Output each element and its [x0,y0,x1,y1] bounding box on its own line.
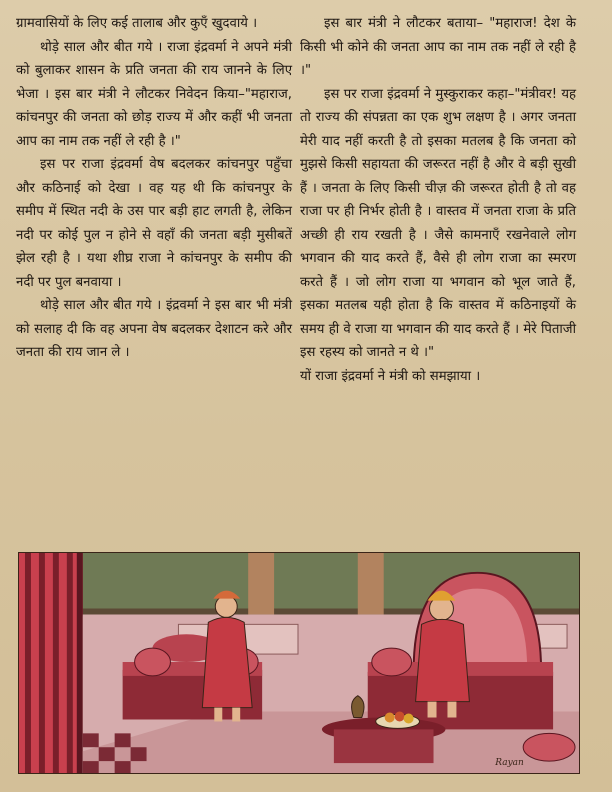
right-text-column [300,12,576,388]
left-paragraph-4: थोड़े साल और बीत गये । इंद्रवर्मा ने इस बार भी मंत्री को सलाह दी कि वह अपना वेष बदलकर देशाटन करे और जनता की राय जान ले । [16,298,292,360]
left-text-column [16,12,292,365]
king-and-minister-scene [19,553,579,773]
right-paragraph-3: यों राजा इंद्रवर्मा ने मंत्री को समझाया । [300,368,481,384]
left-paragraph-1: ग्रामवासियों के लिए कई तालाब और कुएँ खुदवाये । [16,16,258,31]
artist-signature: Rayan [495,758,524,769]
right-paragraph-2: इस पर राजा इंद्रवर्मा ने मुस्कुराकर कहा–"मंत्रीवर! यह तो राज्य की संपन्नता का एक शुभ लक्षण है । अगर जनता मेरी याद नहीं करती है तो इसका मतलब है कि जनता को मुझसे किसी सहायता की जरूरत नहीं है और वे बड़ी सुखी हैं । जनता के लिए किसी चीज़ की जरूरत होती है तो वह राजा पर ही निर्भर होती है । वास्तव में जनता राजा के प्रति अच्छी ही राय रखती है । जैसे कामनाएँ रखनेवाले लोग भगवान की याद करते हैं, वैसे ही लोग राजा का स्मरण करते हैं । जो लोग राजा या भगवान को भूल जाते हैं, इसका मतलब यही होता है कि वास्तव में कठिनाइयों के समय ही वे राजा या भगवान की याद करते हैं । मेरे पिताजी इस रहस्य को जानते न थे ।" [300,86,576,360]
curtain [19,553,83,773]
left-paragraph-3: इस पर राजा इंद्रवर्मा वेष बदलकर कांचनपुर पहुँचा और कठिनाई को देखा । वह यह थी कि कांचनपुर के समीप में स्थित नदी के उस पार बड़ी हाट लगती है, लेकिन नदी पर कोई पुल न होने से वहाँ की जनता बड़ी मुसीबतें झेल रही है । यथा शीघ्र राजा ने कांचनपुर के समीप की नदी पर पुल बनवाया । [16,157,292,290]
right-paragraph-1: इस बार मंत्री ने लौटकर बताया– "महाराज! देश के किसी भी कोने की जनता आप का नाम तक नहीं ले रही है ।" [300,16,576,78]
left-paragraph-2: थोड़े साल और बीत गये । राजा इंद्रवर्मा ने अपने मंत्री को बुलाकर शासन के प्रति जनता की राय जानने के लिए भेजा । इस बार मंत्री ने लौटकर निवेदन किया–"महाराज, कांचनपुर की जनता को छोड़ राज्य में और कहीं भी जनता आप का नाम तक नहीं ले रही है ।" [16,39,292,149]
palace-illustration [18,552,580,774]
